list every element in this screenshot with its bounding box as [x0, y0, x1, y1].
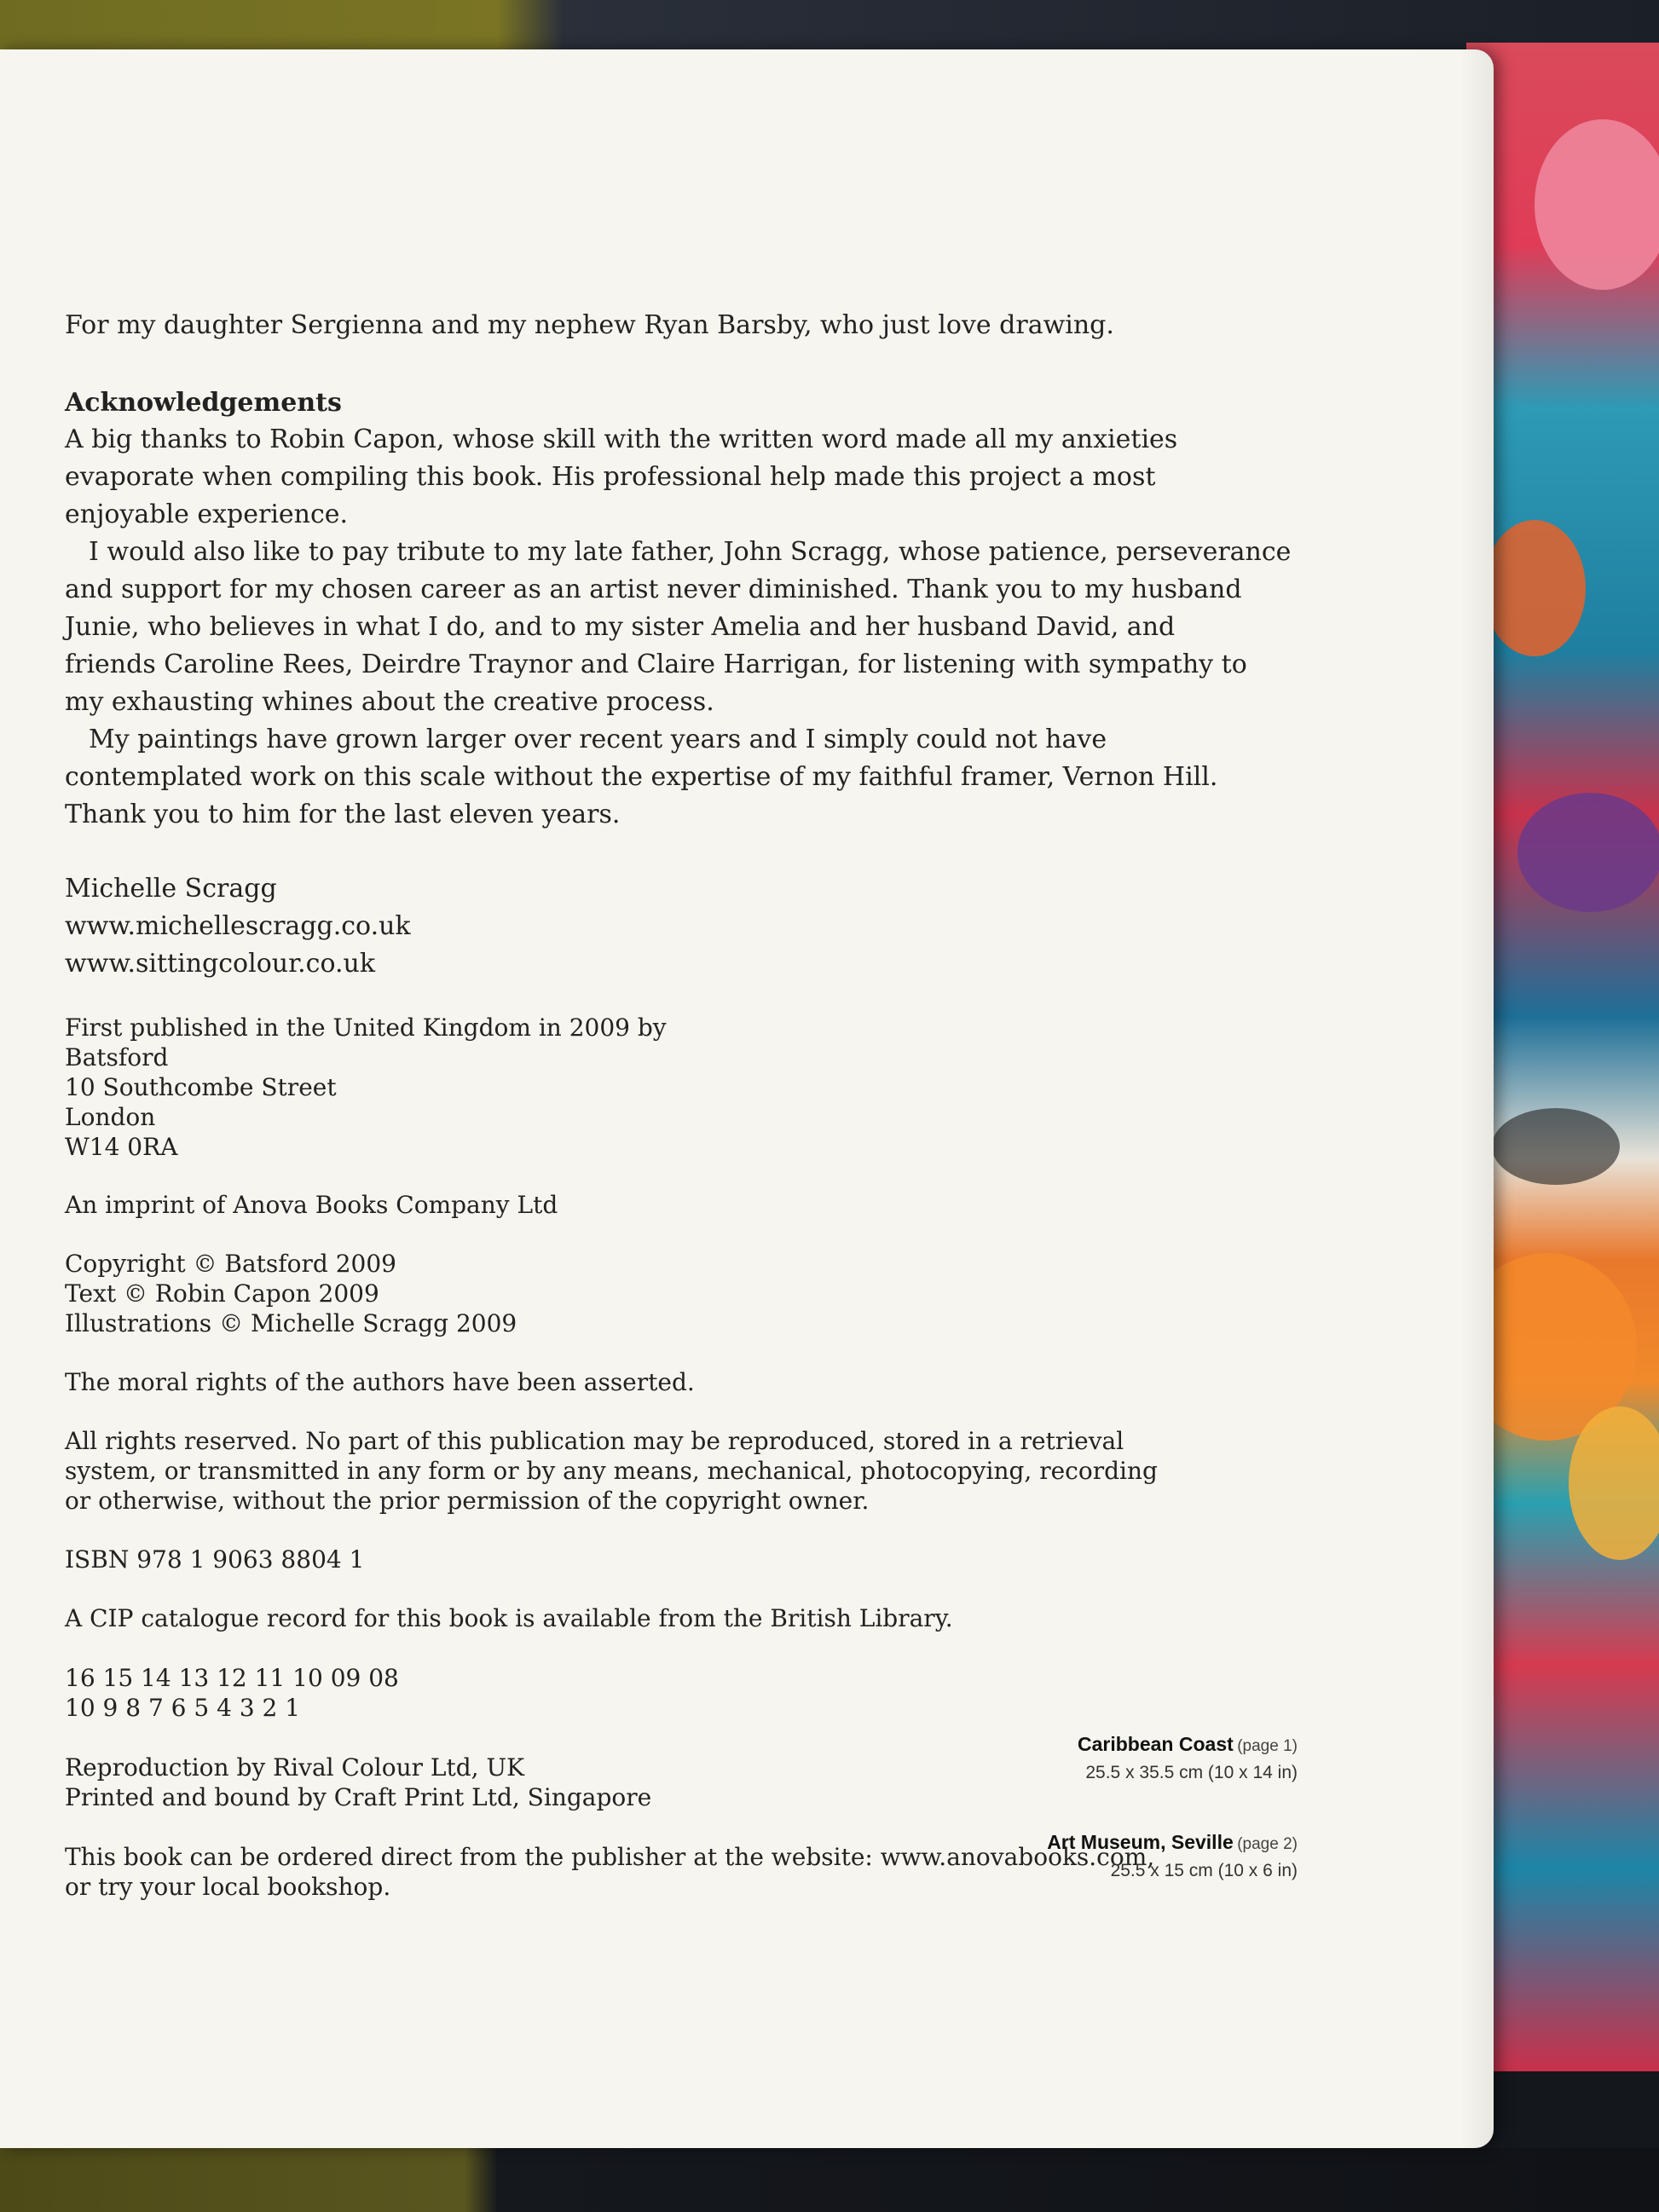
author-website: www.sittingcolour.co.uk: [65, 949, 376, 979]
copyright-line: Illustrations © Michelle Scragg 2009: [65, 1309, 517, 1337]
ack-line: evaporate when compiling this book. His professional help made this project a most: [65, 462, 1156, 492]
cip-record: A CIP catalogue record for this book is available from the British Library.: [65, 1604, 953, 1632]
book-page: [0, 49, 1494, 2148]
caption-size: 25.5 x 15 cm (10 x 6 in): [1110, 1861, 1298, 1880]
ack-line: and support for my chosen career as an artist never diminished. Thank you to my husband: [65, 575, 1242, 604]
production-line: Reproduction by Rival Colour Ltd, UK: [65, 1753, 524, 1782]
caption-page: (page 1): [1237, 1737, 1298, 1755]
ack-line: friends Caroline Rees, Deirdre Traynor and Claire Harrigan, for listening with sympathy to: [65, 650, 1247, 679]
acknowledgements-title: Acknowledgements: [65, 388, 342, 418]
publisher-line: First published in the United Kingdom in 2009 by: [65, 1014, 667, 1042]
ordering-line: or try your local bookshop.: [65, 1873, 391, 1901]
flower-shape: [1492, 1108, 1620, 1185]
caption-art-museum-seville: [1047, 1831, 1298, 1881]
publisher-line: 10 Southcombe Street: [65, 1073, 337, 1101]
rights-line: All rights reserved. No part of this publication may be reproduced, stored in a retrieval: [65, 1427, 1124, 1455]
publisher-line: London: [65, 1103, 156, 1131]
rights-line: or otherwise, without the prior permission of the copyright owner.: [65, 1487, 870, 1515]
imprint: An imprint of Anova Books Company Ltd: [65, 1191, 558, 1219]
publisher-line: Batsford: [65, 1043, 169, 1071]
ordering-line: This book can be ordered direct from the publisher at the website: www.anovabooks.com,: [65, 1843, 1155, 1871]
caption-size: 25.5 x 35.5 cm (10 x 14 in): [1085, 1763, 1298, 1782]
ack-line: I would also like to pay tribute to my late father, John Scragg, whose patience, perseverance: [89, 537, 1292, 567]
copyright-line: Text © Robin Capon 2009: [65, 1279, 379, 1308]
author-website: www.michellescragg.co.uk: [65, 911, 411, 941]
ack-line: My paintings have grown larger over recent years and I simply could not have: [89, 725, 1107, 754]
flower-shape: [1535, 119, 1659, 290]
ack-line: A big thanks to Robin Capon, whose skill with the written word made all my anxieties: [65, 424, 1178, 454]
production-line: Printed and bound by Craft Print Ltd, Singapore: [65, 1783, 652, 1811]
cover-artwork: [1466, 43, 1659, 2071]
rights-line: system, or transmitted in any form or by any means, mechanical, photocopying, recording: [65, 1457, 1158, 1485]
caption-page: (page 2): [1237, 1835, 1298, 1853]
ack-line: enjoyable experience.: [65, 500, 349, 529]
caption-caribbean-coast: [1078, 1733, 1298, 1783]
moral-rights: The moral rights of the authors have been asserted.: [65, 1368, 695, 1396]
flower-shape: [1569, 1406, 1659, 1560]
dedication: For my daughter Sergienna and my nephew Ryan Barsby, who just love drawing.: [65, 310, 1114, 340]
ack-line: Thank you to him for the last eleven years.: [65, 800, 621, 829]
author-name: Michelle Scragg: [65, 874, 277, 904]
ack-line: Junie, who believes in what I do, and to my sister Amelia and her husband David, and: [65, 612, 1176, 642]
print-numbers: 16 15 14 13 12 11 10 09 08: [65, 1664, 399, 1692]
print-numbers: 10 9 8 7 6 5 4 3 2 1: [65, 1694, 301, 1722]
book-cover-bottom-edge: [0, 2148, 1659, 2212]
flower-shape: [1483, 520, 1586, 656]
caption-title: Art Museum, Seville: [1047, 1831, 1234, 1853]
publisher-line: W14 0RA: [65, 1133, 178, 1161]
ack-line: contemplated work on this scale without the expertise of my faithful framer, Vernon Hill.: [65, 762, 1218, 792]
caption-title: Caribbean Coast: [1078, 1733, 1234, 1755]
flower-shape: [1517, 793, 1659, 912]
isbn: ISBN 978 1 9063 8804 1: [65, 1545, 365, 1574]
copyright-line: Copyright © Batsford 2009: [65, 1250, 396, 1278]
ack-line: my exhausting whines about the creative process.: [65, 687, 714, 717]
